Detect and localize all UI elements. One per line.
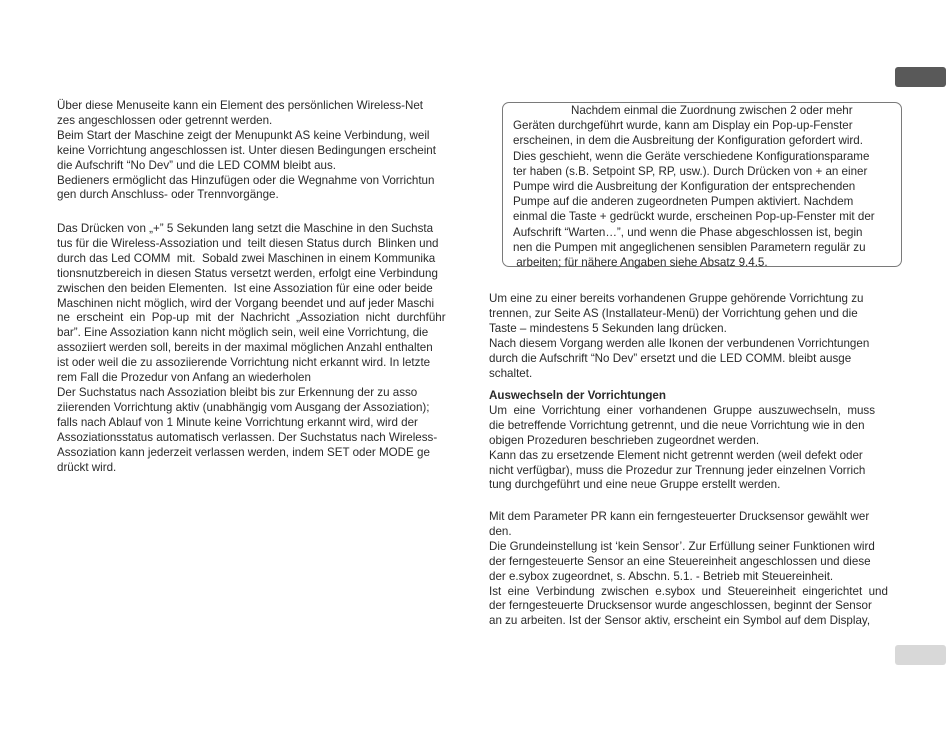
right-column-3 xyxy=(489,510,899,629)
right-column-2 xyxy=(489,389,899,493)
right-paragraph-1 xyxy=(489,292,899,381)
text-line: keine Vorrichtung angeschlossen ist. Unter diesen Bedingungen erscheint xyxy=(57,143,436,157)
text-line: ne erscheint ein Pop-up mit der Nachricht „Assoziation nicht durchführ xyxy=(57,311,446,325)
text-line: tung durchgeführt und eine neue Gruppe erstellt werden. xyxy=(489,478,781,492)
text-line: Um eine zu einer bereits vorhandenen Gruppe gehörende Vorrichtung zu xyxy=(489,292,864,305)
text-line: gen durch Anschluss- oder Trennvorgänge. xyxy=(57,188,279,202)
text-line: nicht verfügbar), muss die Prozedur zur Trennung jeder einzelnen Vorrich xyxy=(489,463,866,477)
text-line: bar”. Eine Assoziation kann nicht möglich sein, weil eine Vorrichtung, die xyxy=(57,326,429,340)
note-line: Geräten durchgeführt wurde, kann am Display ein Pop-up-Fenster xyxy=(513,119,853,133)
text-line: durch die Aufschrift “No Dev” ersetzt und die LED COMM. bleibt ausge xyxy=(489,351,852,365)
note-line: einmal die Taste + gedrückt wurde, erscheinen Pop-up-Fenster mit der xyxy=(513,210,875,224)
text-line: trennen, zur Seite AS (Installateur-Menü) der Vorrichtung gehen und die xyxy=(489,306,858,320)
text-line: Bedieners ermöglicht das Hinzufügen oder die Wegnahme von Vorrichtun xyxy=(57,173,435,187)
text-line: Über diese Menuseite kann ein Element des persönlichen Wireless-Net xyxy=(57,99,424,112)
text-line: an zu arbeiten. Ist der Sensor aktiv, erscheint ein Symbol auf dem Display, xyxy=(489,614,871,628)
left-column-2 xyxy=(57,222,467,475)
text-line: Um eine Vorrichtung einer vorhandenen Gruppe auszuwechseln, muss xyxy=(489,403,876,417)
left-paragraph-1 xyxy=(57,99,467,203)
text-line: die betreffende Vorrichtung getrennt, und die neue Vorrichtung wie in den xyxy=(489,418,865,432)
right-paragraph-2 xyxy=(489,404,899,493)
text-line: obigen Prozeduren beschrieben zugeordnet werden. xyxy=(489,433,760,447)
text-line: Ist eine Verbindung zwischen e.sybox und Steuereinheit eingerichtet und xyxy=(489,584,888,598)
text-line: der ferngesteuerte Sensor an eine Steuereinheit angeschlossen und diese xyxy=(489,554,871,568)
right-column-1 xyxy=(489,292,899,381)
text-line: Das Drücken von „+” 5 Sekunden lang setzt die Maschine in den Suchsta xyxy=(57,222,434,235)
text-line: ziierenden Vorrichtung aktiv (unabhängig vom Ausgang der Assoziation); xyxy=(57,400,430,414)
text-line: rem Fall die Prozedur von Anfang an wiederholen xyxy=(57,371,311,385)
right-paragraph-3 xyxy=(489,510,899,629)
note-line: Dies geschieht, wenn die Geräte verschiedene Konfigurationsparame xyxy=(513,149,870,163)
text-line: schaltet. xyxy=(489,366,533,380)
text-line: Der Suchstatus nach Assoziation bleibt bis zur Erkennung der zu asso xyxy=(57,385,418,399)
text-line: Die Grundeinstellung ist ‘kein Sensor’. Zur Erfüllung seiner Funktionen wird xyxy=(489,539,875,553)
page-tab xyxy=(895,645,946,665)
text-line: tionsnutzbereich in diesen Status versetzt werden, erfolgt eine Verbindung xyxy=(57,266,438,280)
text-line: der ferngesteuerte Drucksensor wurde angeschlossen, beginnt der Sensor xyxy=(489,599,872,613)
text-line: Assoziationsstatus automatisch verlassen. Der Suchstatus nach Wireless- xyxy=(57,430,438,444)
note-line: ter haben (s.B. Setpoint SP, RP, usw.). Durch Drücken von + an einer xyxy=(513,164,868,178)
text-line: Taste – mindestens 5 Sekunden lang drücken. xyxy=(489,321,727,335)
text-line: den. xyxy=(489,524,512,538)
left-paragraph-2 xyxy=(57,222,467,475)
text-line: tus für die Wireless-Assoziation und teilt diesen Status durch Blinken und xyxy=(57,236,439,250)
note-line: Nachdem einmal die Zuordnung zwischen 2 oder mehr xyxy=(513,104,853,117)
text-line: zwischen den beiden Elementen. Ist eine Assoziation für eine oder beide xyxy=(57,281,433,295)
note-text xyxy=(513,103,875,270)
text-line: Maschinen nicht möglich, wird der Vorgang beendet und auf jeder Maschi xyxy=(57,296,435,310)
text-line: assoziiert werden soll, bereits in der maximal möglichen Anzahl enthalten xyxy=(57,341,433,355)
note-line: arbeiten; für nähere Angaben siehe Absatz 9.4.5. xyxy=(513,256,768,270)
note-line: Pumpe wird die Ausbreitung der Konfiguration der entsprechenden xyxy=(513,180,856,194)
left-column xyxy=(57,99,467,203)
language-tab-active xyxy=(895,67,946,87)
text-line: Kann das zu ersetzende Element nicht getrennt werden (weil defekt oder xyxy=(489,448,863,462)
text-line: Mit dem Parameter PR kann ein ferngesteuerter Drucksensor gewählt wer xyxy=(489,510,870,523)
text-line: drückt wird. xyxy=(57,460,117,474)
text-line: ist oder weil die zu assoziierende Vorrichtung nicht erkannt wird. In letzte xyxy=(57,356,431,370)
text-line: durch das Led COMM mit. Sobald zwei Maschinen in einem Kommunika xyxy=(57,251,436,265)
text-line: Assoziation kann jederzeit verlassen werden, indem SET oder MODE ge xyxy=(57,445,430,459)
text-line: Beim Start der Maschine zeigt der Menupunkt AS keine Verbindung, weil xyxy=(57,128,430,142)
text-line: der e.sybox zugeordnet, s. Abschn. 5.1. - Betrieb mit Steuereinheit. xyxy=(489,569,834,583)
note-line: erscheinen, in dem die Ausbreitung der Konfiguration gefordert wird. xyxy=(513,134,863,148)
text-line: zes angeschlossen oder getrennt werden. xyxy=(57,113,273,127)
note-line: nen die Pumpen mit angeglichenen sensiblen Parametern regulär zu xyxy=(513,240,866,254)
section-heading: Auswechseln der Vorrichtungen xyxy=(489,389,666,402)
text-line: falls nach Ablauf von 1 Minute keine Vorrichtung erkannt wird, wird der xyxy=(57,415,418,429)
text-line: Nach diesem Vorgang werden alle Ikonen der verbundenen Vorrichtungen xyxy=(489,336,870,350)
note-line: Aufschrift “Warten…”, und wenn die Phase abgeschlossen ist, begin xyxy=(513,225,863,239)
text-line: die Aufschrift “No Dev” und die LED COMM bleibt aus. xyxy=(57,158,337,172)
note-line: Pumpe auf die anderen zugeordneten Pumpen aktiviert. Nachdem xyxy=(513,195,854,209)
